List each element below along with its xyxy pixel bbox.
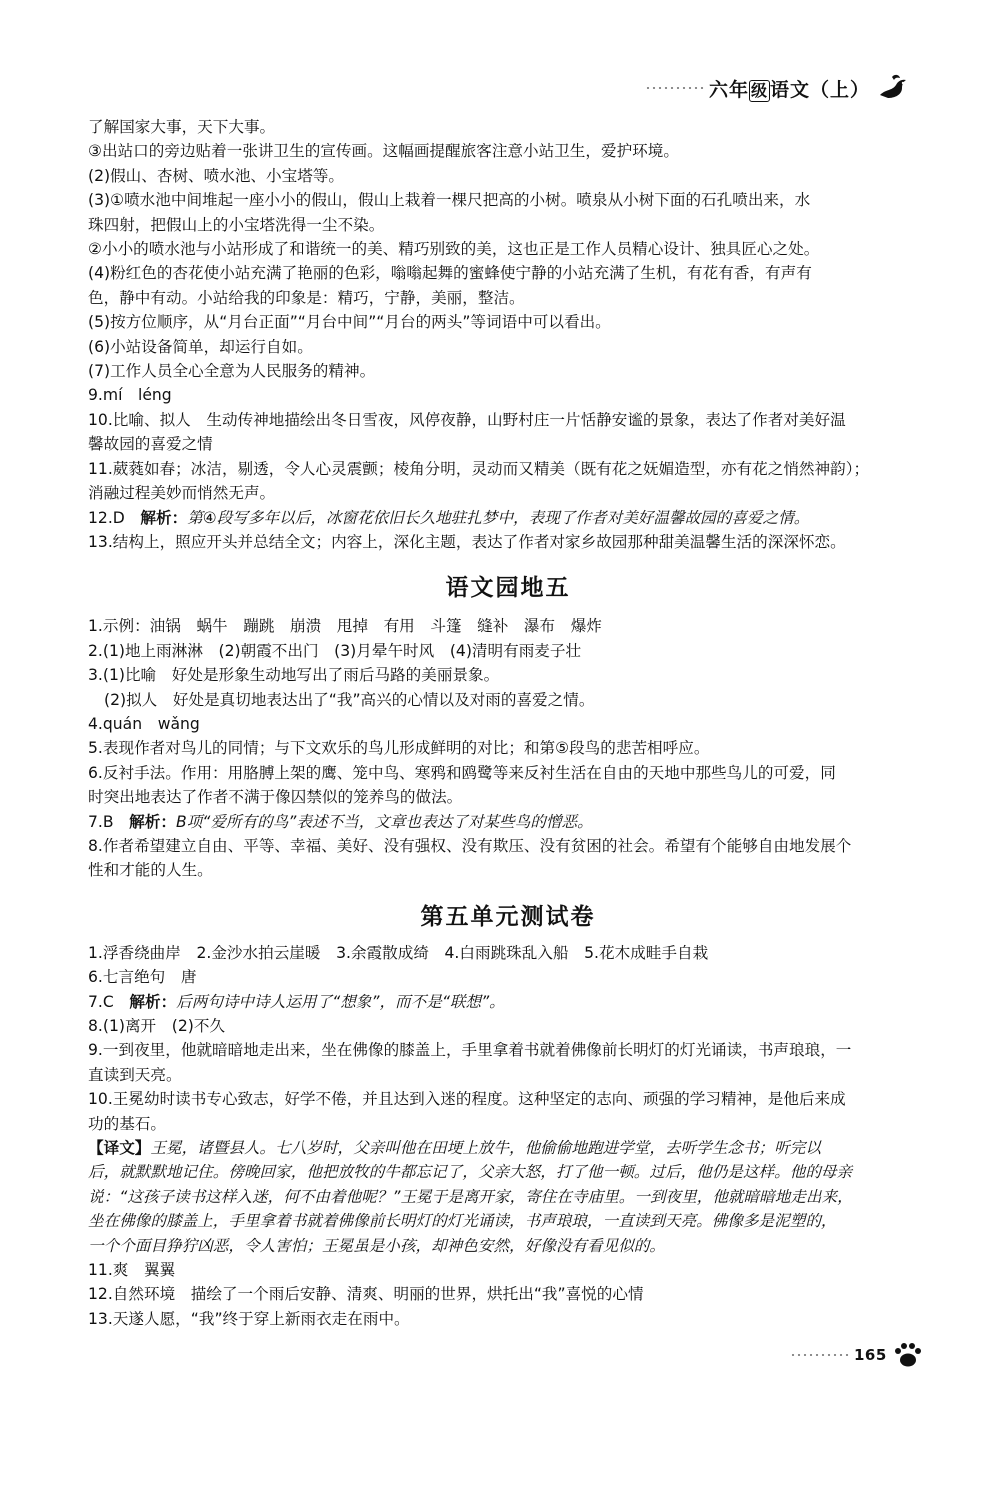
text-line: (2)拟人 好处是真切地表达出了“我”高兴的心情以及对雨的喜爱之情。 [104,690,595,709]
translation-line: 后，就默默地记住。傍晚回家，他把放牧的牛都忘记了，父亲大怒，打了他一顿。过后，他仍是这样。他的母亲 [88,1163,853,1182]
translation-text: 王冕，诸暨县人。七八岁时，父亲叫他在田埂上放牛，他偷偷地跑进学堂，去听学生念书；听完以 [150,1139,821,1158]
translation-line: 说：“这孩子读书这样入迷，何不由着他呢？”王冕于是离开家，寄住在寺庙里。一到夜里，他就暗暗地走出来， [88,1187,853,1206]
text-line: 消融过程美妙而悄然无声。 [88,484,276,503]
header-title-boxed: 级 [750,80,768,100]
text-line: 1.示例：油锅 蜗牛 蹦跳 崩溃 甩掉 有用 斗篷 缝补 瀑布 爆炸 [88,617,602,636]
text-line: 珠四射，把假山上的小宝塔洗得一尘不染。 [88,215,385,234]
answer-7-test [88,990,928,1014]
section-title-yuwen-yuandi: 语文园地五 [445,575,571,602]
text-line: 了解国家大事，天下大事。 [88,118,276,136]
page-footer [790,1340,925,1370]
text-line: 4.quán wǎng [88,714,200,733]
text-line: 色，静中有动。小站给我的印象是：精巧，宁静，美丽，整洁。 [88,288,525,307]
text-line: 功的基石。 [88,1114,166,1133]
answer-7-prefix: 7.B [88,812,130,831]
analysis-label: 解析： [129,812,176,831]
page-header [645,70,910,106]
answer-12 [88,506,928,530]
text-line: (3)①喷水池中间堆起一座小小的假山，假山上栽着一棵尺把高的小树。喷泉从小树下面的石孔喷出来，水 [88,191,811,210]
text-line: 12.自然环境 描绘了一个雨后安静、清爽、明丽的世界，烘托出“我”喜悦的心情 [88,1285,644,1304]
text-line: 时突出地表达了作者不满于像囚禁似的笼养鸟的做法。 [88,788,463,807]
page-number: 165 [854,1346,887,1364]
footer-dots [790,1354,850,1356]
text-line: 13.结构上，照应开头并总结全文；内容上，深化主题，表达了作者对家乡故园那种甜美温馨生活的深深怀恋。 [88,532,846,551]
translation-line: 坐在佛像的膝盖上，手里拿着书就着佛像前长明灯的灯光诵读，书声琅琅，一直读到天亮。佛像多是泥塑的， [88,1212,837,1231]
answer-7-test-text: 后两句诗中诗人运用了“想象”，而不是“联想”。 [176,992,505,1011]
header-title [709,75,870,102]
answer-7-test-prefix: 7.C [88,992,130,1011]
answer-7-text: B项“爱所有的鸟”表述不当，文章也表达了对某些鸟的憎恶。 [175,812,593,831]
answer-12-text: 第④段写多年以后，冰窗花依旧长久地驻扎梦中，表现了作者对美好温馨故园的喜爱之情。 [187,508,810,527]
translation-first-line [88,1136,928,1160]
text-line: 8.(1)离开 (2)不久 [88,1017,226,1035]
header-dots [645,87,705,89]
text-line: 9.mí léng [88,386,172,405]
text-line: 10.比喻、拟人 生动传神地描绘出冬日雪夜，风停夜静，山野村庄一片恬静安谧的景象，表达了作者对美好温 [88,410,846,429]
header-title-post: 语文（上） [769,78,870,101]
answer-12-prefix: 12.D [88,508,141,527]
text-line: ②小小的喷水池与小站形成了和谐统一的美、精巧别致的美，这也正是工作人员精心设计、独具匠心之处。 [88,240,820,259]
text-line: 6.七言绝句 唐 [88,968,197,987]
text-line: 8.作者希望建立自由、平等、幸福、美好、没有强权、没有欺压、没有贫困的社会。希望有个能够自由地发展个 [88,836,852,855]
text-line: (7)工作人员全心全意为人民服务的精神。 [88,362,376,381]
paw-icon [891,1340,925,1370]
text-line: 10.王冕幼时读书专心致志，好学不倦，并且达到入迷的程度。这种坚定的志向、顽强的学习精神，是他后来成 [88,1090,846,1109]
text-line: 性和才能的人生。 [88,861,213,880]
header-title-pre: 六年 [708,78,749,101]
section-title-unit-test: 第五单元测试卷 [420,903,596,930]
text-line: 1.浮香绕曲岸 2.金沙水拍云崖暖 3.余霞散成绮 4.白雨跳珠乱入船 5.花木成畦手自栽 [88,943,709,962]
text-line: 5.表现作者对鸟儿的同情；与下文欢乐的鸟儿形成鲜明的对比；和第⑤段鸟的悲苦相呼应。 [88,739,710,758]
text-line: (2)假山、杏树、喷水池、小宝塔等。 [88,166,344,185]
answer-content [88,115,928,1331]
text-line: (4)粉红色的杏花使小站充满了艳丽的色彩，嗡嗡起舞的蜜蜂使宁静的小站充满了生机，有花有香，有声有 [88,264,812,283]
translation-label: 【译文】 [88,1139,151,1158]
text-line: 2.(1)地上雨淋淋 (2)朝霞不出门 (3)月晕午时风 (4)清明有雨麦子壮 [88,641,582,660]
text-line: 3.(1)比喻 好处是形象生动地写出了雨后马路的美丽景象。 [88,666,500,685]
answer-7 [88,810,928,834]
text-line: 直读到天亮。 [88,1065,182,1084]
text-line: 馨故园的喜爱之情 [88,435,213,454]
text-line: 6.反衬手法。作用：用胳膊上架的鹰、笼中鸟、寒鸦和鸥鹭等来反衬生活在自由的天地中那些鸟儿的可爱，同 [88,763,836,782]
analysis-label: 解析： [129,992,177,1011]
translation-line: 一个个面目狰狞凶恶，令人害怕；王冕虽是小孩，却神色安然，好像没有看见似的。 [88,1236,665,1255]
analysis-label: 解析： [140,508,188,527]
text-line: ③出站口的旁边贴着一张讲卫生的宣传画。这幅画提醒旅客注意小站卫生，爱护环境。 [88,142,679,161]
bird-icon [876,71,910,105]
text-line: 11.葳蕤如春；冰洁，剔透，令人心灵震颤；棱角分明，灵动而又精美（既有花之妩媚造型，亦有花之悄然神韵）； [88,459,870,478]
text-line: 9.一到夜里，他就暗暗地走出来，坐在佛像的膝盖上，手里拿着书就着佛像前长明灯的灯光诵读，书声琅琅，一 [88,1041,852,1060]
text-line: (5)按方位顺序，从“月台正面”“月台中间”“月台的两头”等词语中可以看出。 [88,313,611,332]
text-line: 11.爽 翼翼 [88,1261,176,1280]
text-line: 13.天遂人愿，“我”终于穿上新雨衣走在雨中。 [88,1309,410,1328]
text-line: (6)小站设备简单，却运行自如。 [88,337,313,356]
